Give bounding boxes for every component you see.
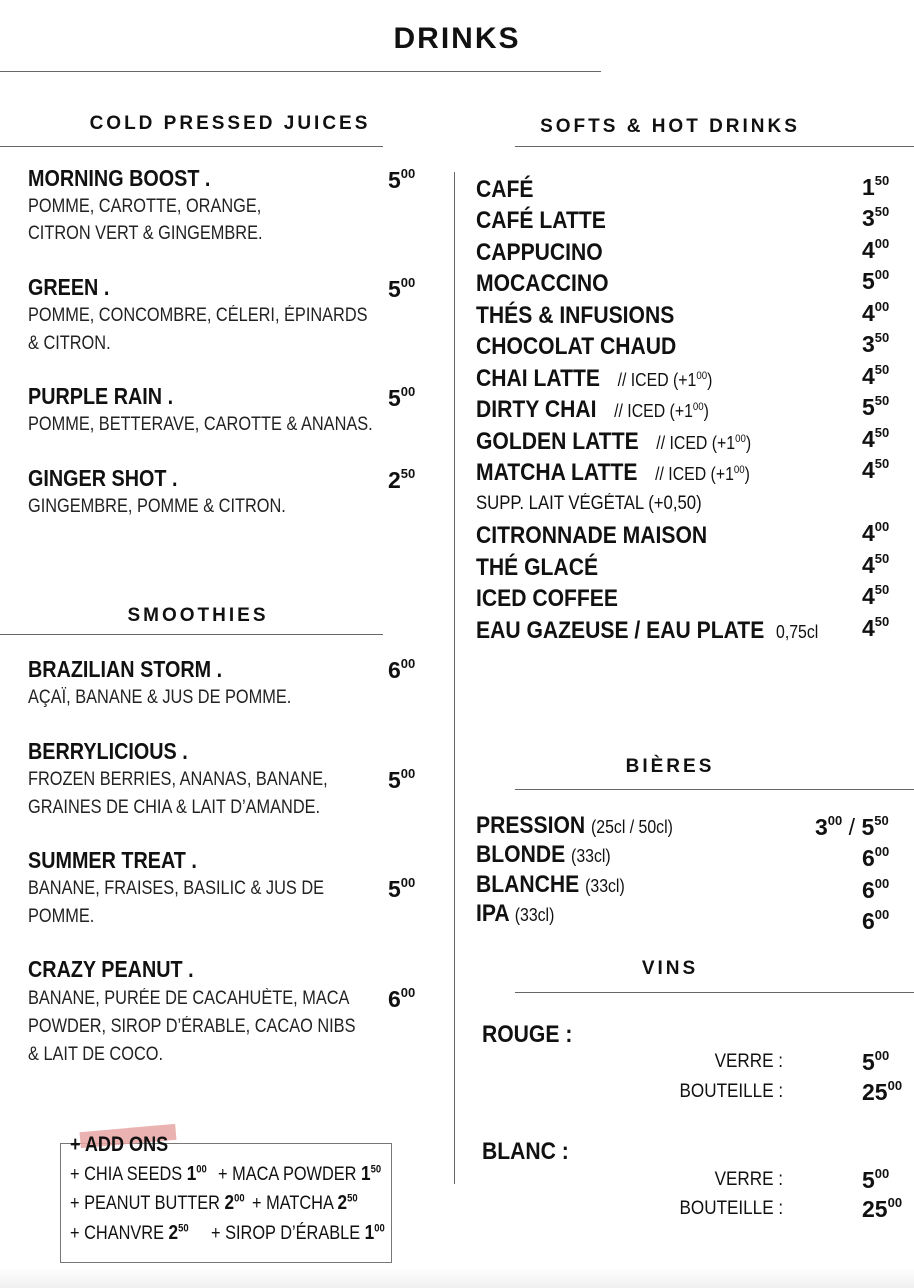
drink-price: $4^{00}$ (862, 299, 890, 326)
drink-price: $1^{50}$ (862, 173, 890, 200)
drink-note: 0,75cl (776, 622, 819, 642)
drink-name: DIRTY CHAI // ICED $(+1^{00})$ (476, 396, 709, 423)
wine-glass-label: VERRE : (714, 1169, 783, 1190)
drink-name: EAU GAZEUSE / EAU PLATE 0,75cl (476, 617, 819, 644)
beer-size: (25cl / 50cl) (591, 817, 673, 837)
drink-note: // ICED $(+1^{00})$ (655, 464, 750, 484)
page-bottom-edge (0, 1268, 914, 1288)
juice-description: POMME, CAROTTE, ORANGE, (28, 196, 262, 217)
wine-bottle-price: $25^{00}$ (862, 1078, 903, 1105)
smoothie-description: BANANE, PURÉE DE CACAHUÈTE, MACA (28, 988, 350, 1009)
smoothie-description: & LAIT DE COCO. (28, 1044, 163, 1065)
smoothie-name: SUMMER TREAT . (28, 847, 197, 873)
section-heading-cold-pressed-juices: COLD PRESSED JUICES (89, 113, 371, 134)
section-heading-softs-hot-drinks: SOFTS & HOT DRINKS (540, 116, 800, 137)
drink-note: // ICED $(+1^{00})$ (656, 433, 752, 453)
juice-name: PURPLE RAIN . (28, 383, 174, 409)
beer-price: $6^{00}$ (862, 844, 890, 871)
plant-milk-supplement-note: SUPP. LAIT VÉGÉTAL (+0,50) (476, 493, 702, 514)
wine-glass-label: VERRE : (714, 1051, 783, 1072)
juice-price: $2^{50}$ (388, 466, 416, 493)
column-divider (454, 172, 455, 1184)
smoothie-price: $5^{00}$ (388, 766, 416, 793)
softs-divider (515, 146, 914, 147)
drink-price: $5^{00}$ (862, 267, 890, 294)
smoothie-name: BRAZILIAN STORM . (28, 656, 223, 682)
wine-bottle-label: BOUTEILLE : (679, 1081, 783, 1102)
bieres-divider (515, 789, 914, 790)
cold-divider (0, 146, 383, 147)
juice-description: POMME, CONCOMBRE, CÉLERI, ÉPINARDS (28, 305, 368, 326)
wine-group-name: BLANC : (482, 1138, 569, 1165)
addon-item: + SIROP D’ÉRABLE $1^{00}$ (211, 1222, 385, 1244)
juice-description: GINGEMBRE, POMME & CITRON. (28, 496, 286, 517)
drink-name: THÉS & INFUSIONS (476, 302, 675, 329)
smoothie-description: GRAINES DE CHIA & LAIT D’AMANDE. (28, 797, 321, 818)
beer-name: IPA (33cl) (476, 900, 555, 927)
smoothie-price: $6^{00}$ (388, 985, 416, 1012)
drink-price: $4^{50}$ (862, 551, 890, 578)
smoothie-name: BERRYLICIOUS . (28, 738, 188, 764)
drink-price: $4^{00}$ (862, 519, 890, 546)
addons-title: + ADD ONS (70, 1133, 169, 1156)
beer-name: PRESSION (25cl / 50cl) (476, 812, 673, 839)
drink-price: $4^{50}$ (862, 425, 890, 452)
wine-glass-price: $5^{00}$ (862, 1048, 890, 1075)
drink-name: ICED COFFEE (476, 585, 618, 612)
juice-name: GINGER SHOT . (28, 465, 178, 491)
smoothie-description: FROZEN BERRIES, ANANAS, BANANE, (28, 769, 328, 790)
drink-price: $4^{50}$ (862, 614, 890, 641)
juice-description: POMME, BETTERAVE, CAROTTE & ANANAS. (28, 414, 373, 435)
drink-price: $4^{50}$ (862, 362, 890, 389)
drink-name: CHAI LATTE // ICED $(+1^{00})$ (476, 365, 713, 392)
juice-price: $5^{00}$ (388, 166, 416, 193)
addon-item: + MATCHA $2^{50}$ (252, 1192, 358, 1214)
juice-name: MORNING BOOST . (28, 165, 211, 191)
drink-name: CAFÉ (476, 176, 534, 203)
vins-divider (515, 992, 914, 993)
beer-size: (33cl) (585, 876, 625, 896)
juice-price: $5^{00}$ (388, 384, 416, 411)
page-title: DRINKS (393, 22, 521, 55)
drink-name: CAFÉ LATTE (476, 207, 606, 234)
smoothie-price: $5^{00}$ (388, 875, 416, 902)
drink-price: $4^{50}$ (862, 456, 890, 483)
addon-item: + PEANUT BUTTER $2^{00}$ (70, 1192, 245, 1214)
drink-name: CHOCOLAT CHAUD (476, 333, 677, 360)
beer-name: BLANCHE (33cl) (476, 871, 625, 898)
beer-size: (33cl) (571, 846, 611, 866)
juice-description: CITRON VERT & GINGEMBRE. (28, 223, 263, 244)
drink-note: // ICED $(+1^{00})$ (617, 370, 713, 390)
beer-size: (33cl) (514, 905, 555, 925)
smoothie-description: AÇAÏ, BANANE & JUS DE POMME. (28, 687, 292, 708)
juice-description: & CITRON. (28, 333, 111, 354)
wine-group-name: ROUGE : (482, 1021, 573, 1048)
smoothie-description: POMME. (28, 906, 95, 927)
drink-name: MATCHA LATTE // ICED $(+1^{00})$ (476, 459, 750, 486)
beer-name: BLONDE (33cl) (476, 841, 611, 868)
drink-price: $5^{50}$ (862, 393, 890, 420)
smoothie-description: POWDER, SIROP D’ÉRABLE, CACAO NIBS (28, 1016, 356, 1037)
smoothies-divider (0, 634, 383, 635)
title-divider (0, 71, 601, 72)
drink-name: THÉ GLACÉ (476, 554, 599, 581)
drink-price: $4^{50}$ (862, 582, 890, 609)
drink-price: $3^{50}$ (862, 330, 890, 357)
beer-price: $6^{00}$ (862, 907, 890, 934)
beer-price: $3^{00} / 5^{50}$ (815, 813, 889, 840)
section-heading-bieres: BIÈRES (625, 756, 715, 777)
wine-glass-price: $5^{00}$ (862, 1166, 890, 1193)
drink-price: $4^{00}$ (862, 236, 890, 263)
section-heading-smoothies: SMOOTHIES (127, 605, 269, 626)
addon-item: + MACA POWDER $1^{50}$ (218, 1163, 382, 1185)
drink-name: CITRONNADE MAISON (476, 522, 708, 549)
addon-item: + CHANVRE $2^{50}$ (70, 1222, 189, 1244)
smoothie-description: BANANE, FRAISES, BASILIC & JUS DE (28, 878, 325, 899)
drink-name: MOCACCINO (476, 270, 609, 297)
smoothie-name: CRAZY PEANUT . (28, 956, 194, 982)
drink-price: $3^{50}$ (862, 204, 890, 231)
smoothie-price: $6^{00}$ (388, 656, 416, 683)
wine-bottle-price: $25^{00}$ (862, 1195, 903, 1222)
drink-note: // ICED $(+1^{00})$ (614, 401, 709, 421)
addon-item: + CHIA SEEDS $1^{00}$ (70, 1163, 207, 1185)
beer-price: $6^{00}$ (862, 876, 890, 903)
juice-price: $5^{00}$ (388, 275, 416, 302)
wine-bottle-label: BOUTEILLE : (679, 1198, 783, 1219)
drink-name: GOLDEN LATTE // ICED $(+1^{00})$ (476, 428, 752, 455)
drink-name: CAPPUCINO (476, 239, 603, 266)
section-heading-vins: VINS (641, 958, 699, 979)
juice-name: GREEN . (28, 274, 110, 300)
